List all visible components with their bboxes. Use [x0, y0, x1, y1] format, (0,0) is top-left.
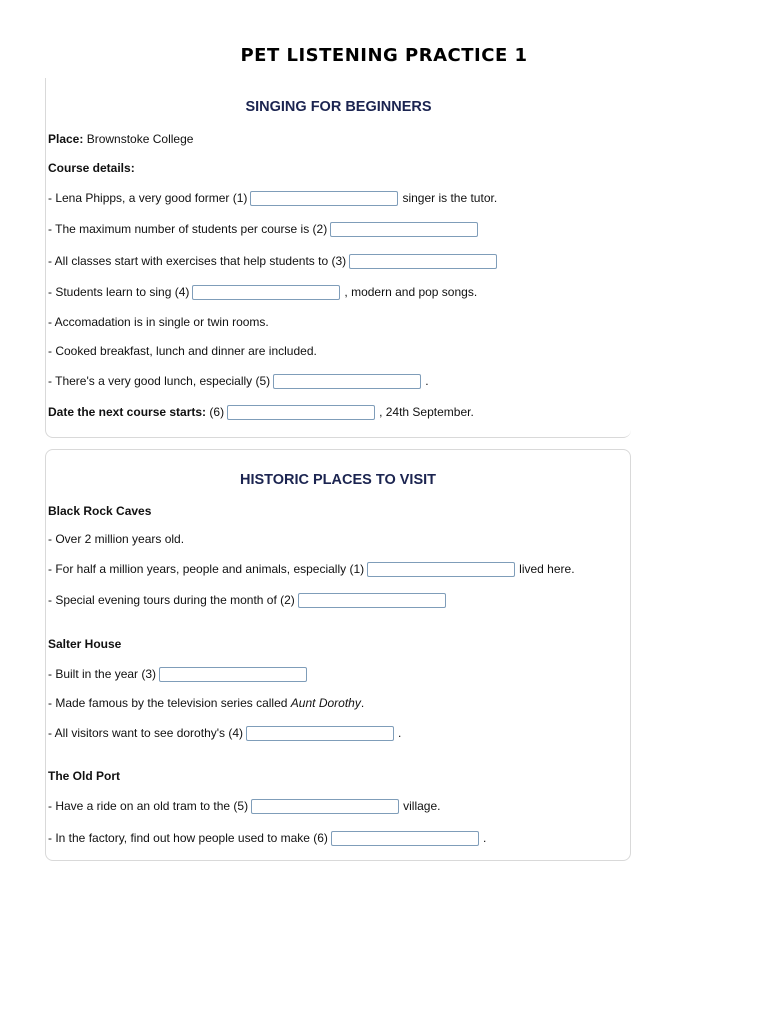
- salter-series-line: [48, 694, 364, 712]
- s3-text: - Built in the year (3): [48, 667, 157, 681]
- salter-answer-3-input[interactable]: [159, 667, 307, 682]
- place-value: Brownstoke College: [83, 132, 194, 146]
- c2-text: - Special evening tours during the month of (2): [48, 593, 295, 607]
- question-5-line: [48, 372, 429, 390]
- salter-question-4-line: [48, 724, 401, 742]
- caves-age-line: - Over 2 million years old.: [48, 532, 185, 546]
- salter-answer-4-input[interactable]: [246, 726, 394, 741]
- answer-5-input[interactable]: [273, 374, 421, 389]
- question-1-line: [48, 189, 497, 207]
- q2-text: - The maximum number of students per course is (2): [48, 222, 328, 236]
- meals-line: - Cooked breakfast, lunch and dinner are included.: [48, 344, 317, 358]
- p5-text: - Have a ride on an old tram to the (5): [48, 799, 249, 813]
- q5-text: - There's a very good lunch, especially (5): [48, 374, 271, 388]
- s4-text: - All visitors want to see dorothy's (4): [48, 726, 244, 740]
- accommodation-line: - Accomadation is in single or twin rooms.: [48, 315, 269, 329]
- p6-after-text: .: [482, 831, 487, 845]
- caves-answer-2-input[interactable]: [298, 593, 446, 608]
- answer-4-input[interactable]: [192, 285, 340, 300]
- historic-places-card: [45, 449, 631, 861]
- date-label: Date the next course starts:: [48, 405, 207, 419]
- answer-1-input[interactable]: [250, 191, 398, 206]
- answer-2-input[interactable]: [330, 222, 478, 237]
- section1-heading: SINGING FOR BEGINNERS: [245, 99, 432, 115]
- c1-after-text: lived here.: [519, 562, 575, 576]
- q4-after-text: , modern and pop songs.: [344, 285, 478, 299]
- question-2-line: [48, 220, 482, 238]
- salter-question-3-line: [48, 665, 311, 683]
- q5-after-text: .: [425, 374, 429, 388]
- page-title: PET LISTENING PRACTICE 1: [240, 45, 528, 66]
- p6-text: - In the factory, find out how people used to make (6): [48, 831, 328, 845]
- answer-6-input[interactable]: [227, 405, 375, 420]
- section2-heading: HISTORIC PLACES TO VISIT: [239, 472, 437, 488]
- caves-question-1-line: [48, 560, 575, 578]
- place-label: Place:: [48, 132, 84, 146]
- port-answer-5-input[interactable]: [251, 799, 399, 814]
- question-6-line: [48, 403, 474, 421]
- course-details-line: [48, 159, 135, 177]
- q6-text: (6): [206, 405, 225, 419]
- place-line: [48, 130, 193, 148]
- port-question-6-line: [48, 829, 486, 847]
- c1-text: - For half a million years, people and animals, especially (1): [48, 562, 365, 576]
- question-3-line: [48, 252, 501, 270]
- salter-house-title: Salter House: [48, 637, 122, 651]
- singing-for-beginners-card: [45, 78, 631, 438]
- q4-text: - Students learn to sing (4): [48, 285, 190, 299]
- port-question-5-line: [48, 797, 440, 815]
- series-name: Aunt Dorothy: [290, 696, 361, 710]
- s-series-text: - Made famous by the television series called: [48, 696, 291, 710]
- caves-answer-1-input[interactable]: [367, 562, 515, 577]
- p5-after-text: village.: [403, 799, 441, 813]
- q6-after-text: , 24th September.: [379, 405, 474, 419]
- q1-after-text: singer is the tutor.: [402, 191, 498, 205]
- q3-text: - All classes start with exercises that help students to (3): [48, 254, 347, 268]
- question-4-line: [48, 283, 477, 301]
- answer-3-input[interactable]: [349, 254, 497, 269]
- s4-after-text: .: [398, 726, 402, 740]
- s-series-after: .: [360, 696, 365, 710]
- port-answer-6-input[interactable]: [331, 831, 479, 846]
- q1-text: - Lena Phipps, a very good former (1): [48, 191, 248, 205]
- caves-question-2-line: [48, 591, 450, 609]
- old-port-title: The Old Port: [48, 769, 120, 783]
- black-rock-caves-title: Black Rock Caves: [48, 504, 152, 518]
- course-details-label: Course details:: [48, 161, 135, 175]
